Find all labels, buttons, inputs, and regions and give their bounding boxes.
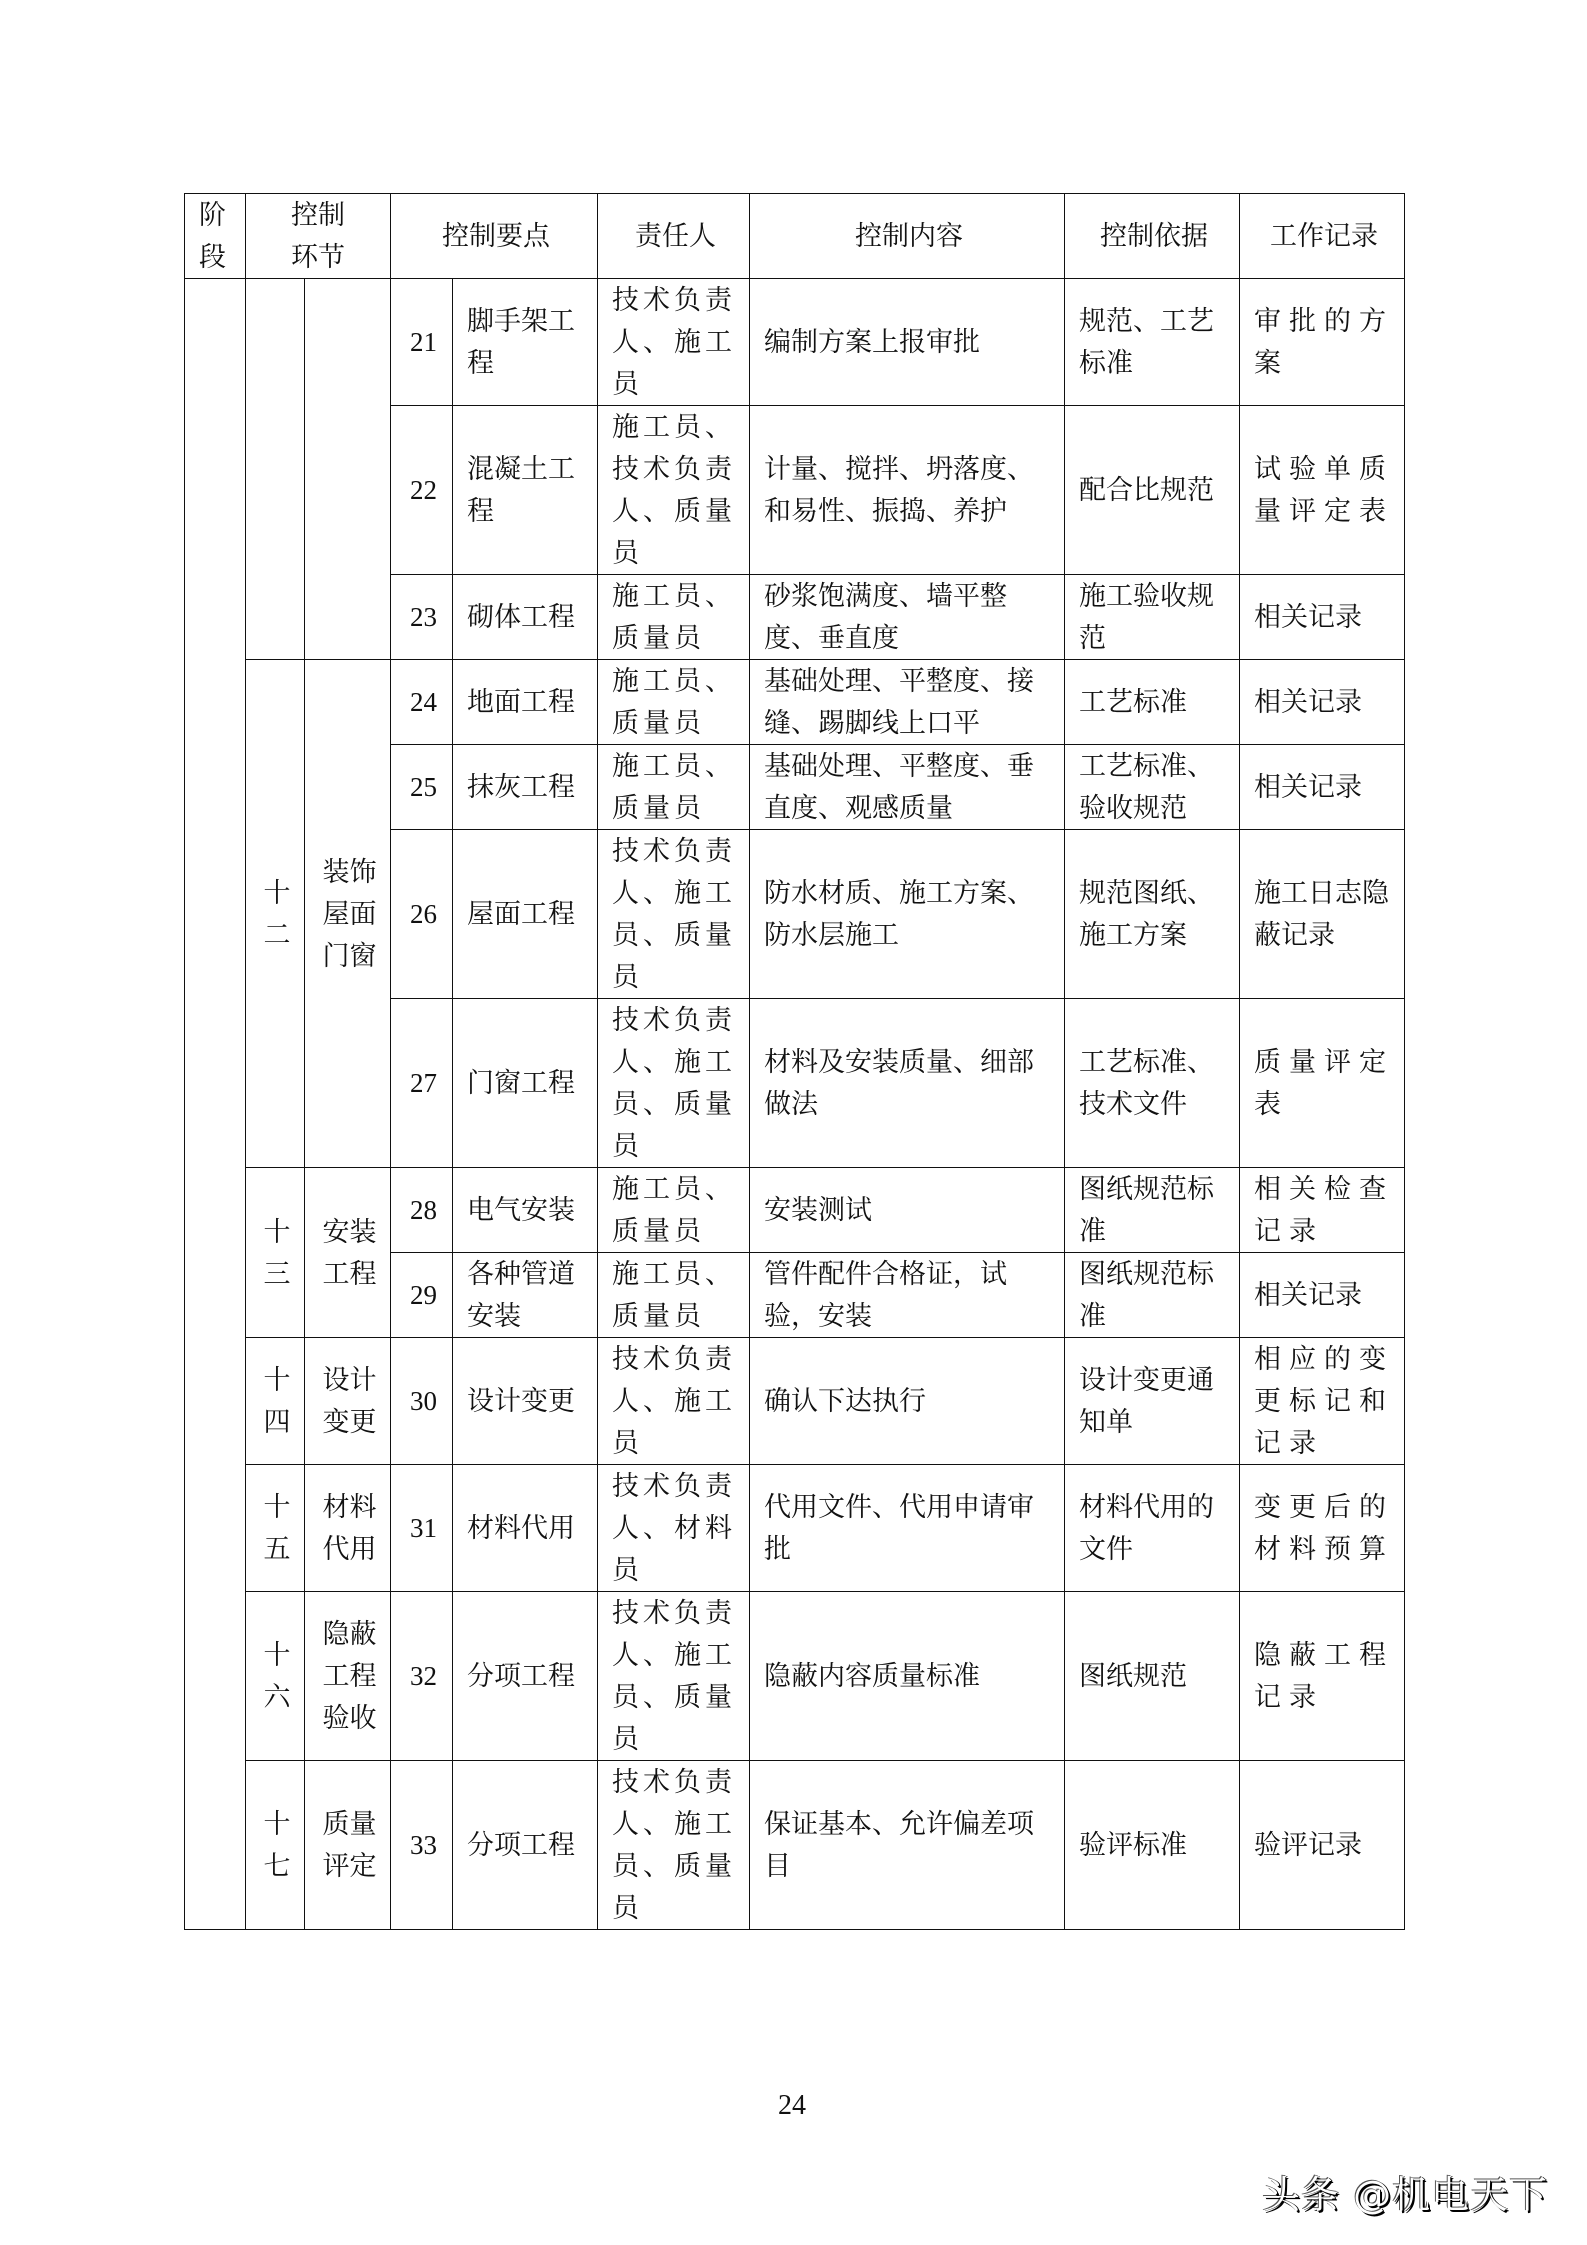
group-name: 设计变更 [305,1338,391,1465]
responsible: 施工员、质量员 [598,575,750,660]
control-basis: 规范、工艺标准 [1065,279,1240,406]
control-basis: 图纸规范标准 [1065,1168,1240,1253]
responsible: 技术负责人、施工员、质量员 [598,1761,750,1930]
group-index: 十七 [246,1761,305,1930]
responsible: 施工员、质量员 [598,660,750,745]
header-stage: 阶段 [185,194,246,279]
control-basis: 配合比规范 [1065,406,1240,575]
control-content: 编制方案上报审批 [750,279,1065,406]
control-point: 各种管道安装 [453,1253,598,1338]
group-name: 装饰屋面门窗 [305,660,391,1168]
row-number: 26 [391,830,453,999]
control-content: 确认下达执行 [750,1338,1065,1465]
row-number: 21 [391,279,453,406]
row-number: 23 [391,575,453,660]
responsible: 技术负责人、施工员、质量员 [598,830,750,999]
control-content: 隐蔽内容质量标准 [750,1592,1065,1761]
control-content: 材料及安装质量、细部做法 [750,999,1065,1168]
control-basis: 验评标准 [1065,1761,1240,1930]
control-basis: 设计变更通知单 [1065,1338,1240,1465]
header-control-points: 控制要点 [391,194,598,279]
control-content: 计量、搅拌、坍落度、和易性、振捣、养护 [750,406,1065,575]
control-basis: 施工验收规范 [1065,575,1240,660]
control-point: 抹灰工程 [453,745,598,830]
control-basis: 工艺标准、验收规范 [1065,745,1240,830]
work-record: 试验单质量评定表 [1240,406,1405,575]
responsible: 施工员、技术负责人、质量员 [598,406,750,575]
work-record: 质量评定表 [1240,999,1405,1168]
control-point: 分项工程 [453,1761,598,1930]
work-record: 相关记录 [1240,1253,1405,1338]
work-record: 变更后的材料预算 [1240,1465,1405,1592]
control-point: 屋面工程 [453,830,598,999]
control-point: 材料代用 [453,1465,598,1592]
control-basis: 图纸规范标准 [1065,1253,1240,1338]
table-row [185,1592,1405,1761]
group-name: 隐蔽工程验收 [305,1592,391,1761]
responsible: 技术负责人、材料员 [598,1465,750,1592]
header-control-basis: 控制依据 [1065,194,1240,279]
control-point: 门窗工程 [453,999,598,1168]
control-point: 地面工程 [453,660,598,745]
work-record: 相关检查记录 [1240,1168,1405,1253]
responsible: 施工员、质量员 [598,1253,750,1338]
control-content: 基础处理、平整度、垂直度、观感质量 [750,745,1065,830]
group-name: 安装工程 [305,1168,391,1338]
row-number: 27 [391,999,453,1168]
control-point: 分项工程 [453,1592,598,1761]
group-index-cell [246,279,305,660]
work-record: 施工日志隐蔽记录 [1240,830,1405,999]
header-responsible: 责任人 [598,194,750,279]
control-content: 防水材质、施工方案、防水层施工 [750,830,1065,999]
control-point: 砌体工程 [453,575,598,660]
control-content: 砂浆饱满度、墙平整度、垂直度 [750,575,1065,660]
group-index: 十三 [246,1168,305,1338]
work-record: 隐蔽工程记录 [1240,1592,1405,1761]
group-name-cell [305,279,391,660]
watermark: 头条 @机电天下 [1262,2173,1549,2217]
control-point: 设计变更 [453,1338,598,1465]
responsible: 施工员、质量员 [598,1168,750,1253]
stage-cell [185,279,246,1930]
table-row [185,1168,1405,1253]
control-point: 脚手架工程 [453,279,598,406]
table-row [185,1761,1405,1930]
control-point: 混凝土工程 [453,406,598,575]
row-number: 29 [391,1253,453,1338]
control-content: 安装测试 [750,1168,1065,1253]
group-index: 十六 [246,1592,305,1761]
control-basis: 工艺标准、技术文件 [1065,999,1240,1168]
control-basis: 材料代用的文件 [1065,1465,1240,1592]
group-index: 十五 [246,1465,305,1592]
quality-control-table [184,193,1405,1930]
responsible: 技术负责人、施工员 [598,279,750,406]
table-row [185,279,1405,406]
work-record: 相应的变更标记和记录 [1240,1338,1405,1465]
control-basis: 图纸规范 [1065,1592,1240,1761]
row-number: 25 [391,745,453,830]
row-number: 22 [391,406,453,575]
work-record: 相关记录 [1240,575,1405,660]
control-content: 保证基本、允许偏差项目 [750,1761,1065,1930]
control-point: 电气安装 [453,1168,598,1253]
responsible: 技术负责人、施工员、质量员 [598,1592,750,1761]
responsible: 技术负责人、施工员、质量员 [598,999,750,1168]
row-number: 30 [391,1338,453,1465]
row-number: 24 [391,660,453,745]
control-content: 基础处理、平整度、接缝、踢脚线上口平 [750,660,1065,745]
header-work-record: 工作记录 [1240,194,1405,279]
table-row [185,660,1405,745]
responsible: 施工员、质量员 [598,745,750,830]
work-record: 相关记录 [1240,745,1405,830]
work-record: 验评记录 [1240,1761,1405,1930]
responsible: 技术负责人、施工员 [598,1338,750,1465]
control-basis: 规范图纸、施工方案 [1065,830,1240,999]
group-index: 十二 [246,660,305,1168]
row-number: 28 [391,1168,453,1253]
row-number: 32 [391,1592,453,1761]
row-number: 31 [391,1465,453,1592]
table-row [185,1338,1405,1465]
row-number: 33 [391,1761,453,1930]
work-record: 相关记录 [1240,660,1405,745]
header-control-link: 控制环节 [246,194,391,279]
control-basis: 工艺标准 [1065,660,1240,745]
group-name: 材料代用 [305,1465,391,1592]
table-row [185,1465,1405,1592]
group-index: 十四 [246,1338,305,1465]
control-content: 管件配件合格证，试验，安装 [750,1253,1065,1338]
page-number: 24 [778,2090,806,2121]
group-name: 质量评定 [305,1761,391,1930]
header-control-content: 控制内容 [750,194,1065,279]
work-record: 审批的方案 [1240,279,1405,406]
control-content: 代用文件、代用申请审批 [750,1465,1065,1592]
table-header-row [185,194,1405,279]
